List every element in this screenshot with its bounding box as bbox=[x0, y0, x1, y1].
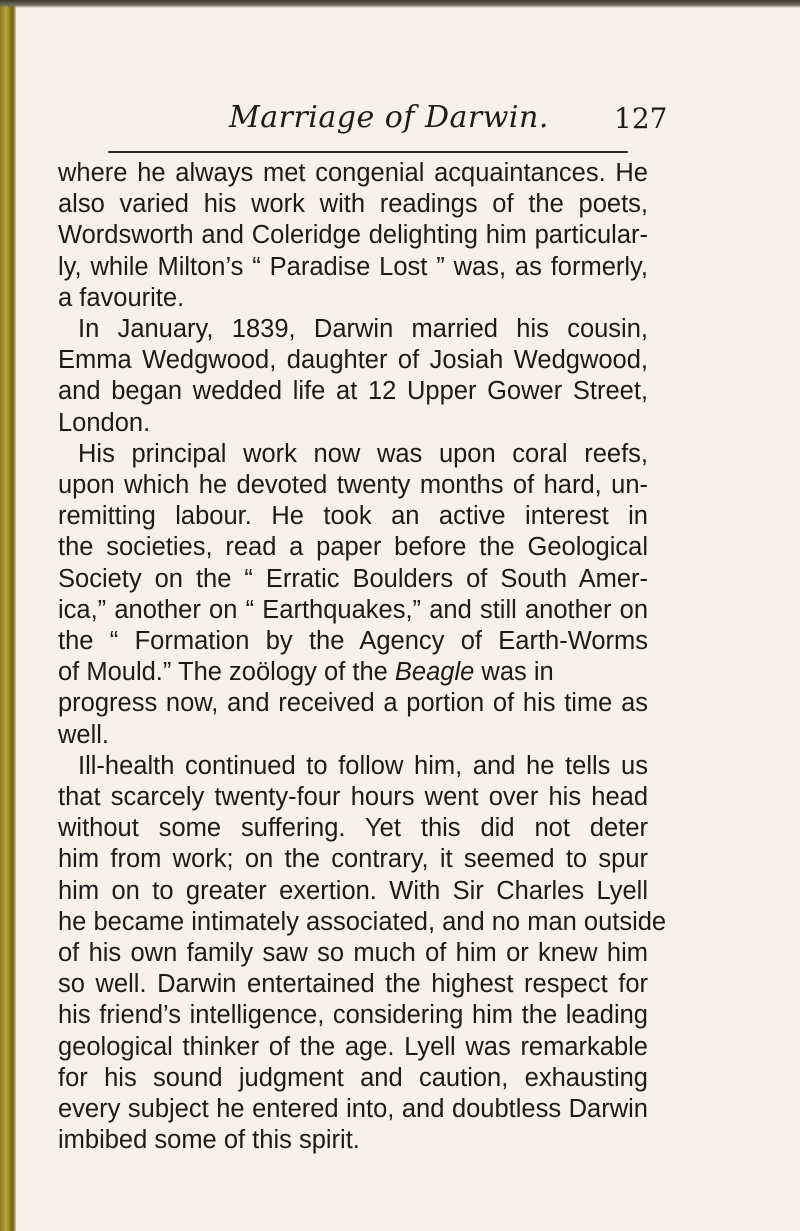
text-line: remitting labour. He took an active interest in bbox=[58, 502, 648, 531]
page-number: 127 bbox=[614, 102, 668, 135]
text-line: upon which he devoted twenty months of hard, un- bbox=[58, 471, 648, 500]
text-line-with-italic bbox=[58, 657, 648, 688]
text-line: without some suffering. Yet this did not deter bbox=[58, 814, 648, 843]
text-line: so well. Darwin entertained the highest respect for bbox=[58, 970, 648, 999]
text-line: geological thinker of the age. Lyell was remarkable bbox=[58, 1032, 648, 1061]
text-line: ly, while Milton’s “ Paradise Lost ” was, as formerly, bbox=[58, 252, 648, 281]
text-line: that scarcely twenty-four hours went over his head bbox=[58, 783, 648, 812]
text-line: Society on the “ Erratic Boulders of South Amer- bbox=[58, 564, 648, 593]
running-head bbox=[229, 100, 709, 144]
text-line: the “ Formation by the Agency of Earth-Worms bbox=[58, 627, 648, 656]
text-line: his friend’s intelligence, considering him the leading bbox=[58, 1001, 648, 1030]
text-line: imbibed some of this spirit. bbox=[58, 1126, 360, 1155]
text-segment: of Mould.” The zoölogy of the bbox=[58, 658, 395, 687]
text-line: In January, 1839, Darwin married his cousin, bbox=[78, 315, 648, 344]
text-line: a favourite. bbox=[58, 283, 185, 312]
header-rule bbox=[108, 151, 628, 153]
text-line: of his own family saw so much of him or knew him bbox=[58, 939, 648, 968]
text-line: every subject he entered into, and doubtless Darwin bbox=[58, 1095, 648, 1124]
text-line: the societies, read a paper before the Geological bbox=[58, 533, 648, 562]
body-text bbox=[58, 158, 667, 1157]
text-line: well. bbox=[58, 720, 110, 749]
text-line: Wordsworth and Coleridge delighting him particular- bbox=[58, 221, 648, 250]
text-line: where he always met congenial acquaintances. He bbox=[58, 159, 648, 187]
book-spine bbox=[0, 0, 16, 1231]
text-line: also varied his work with readings of the poets, bbox=[58, 190, 648, 219]
text-line: Emma Wedgwood, daughter of Josiah Wedgwood, bbox=[58, 346, 648, 375]
text-line: him on to greater exertion. With Sir Charles Lyell bbox=[58, 876, 648, 905]
text-line: progress now, and received a portion of his time as bbox=[58, 689, 648, 718]
text-line: ica,” another on “ Earthquakes,” and still another on bbox=[58, 595, 648, 624]
text-line: and began wedded life at 12 Upper Gower Street, bbox=[58, 377, 648, 406]
text-line: Ill-health continued to follow him, and he tells us bbox=[78, 751, 648, 780]
book-page bbox=[16, 8, 800, 1231]
text-line: him from work; on the contrary, it seemed to spur bbox=[58, 845, 648, 874]
text-line: His principal work now was upon coral reefs, bbox=[78, 439, 648, 468]
page-top-edge bbox=[0, 0, 800, 8]
text-segment: was in bbox=[474, 658, 554, 687]
ship-name-italic: Beagle bbox=[394, 658, 475, 687]
running-title: Marriage of Darwin. bbox=[229, 100, 549, 135]
text-line: for his sound judgment and caution, exhausting bbox=[58, 1063, 648, 1092]
text-line: London. bbox=[58, 408, 151, 437]
text-line: he became intimately associated, and no man outside bbox=[58, 907, 667, 936]
